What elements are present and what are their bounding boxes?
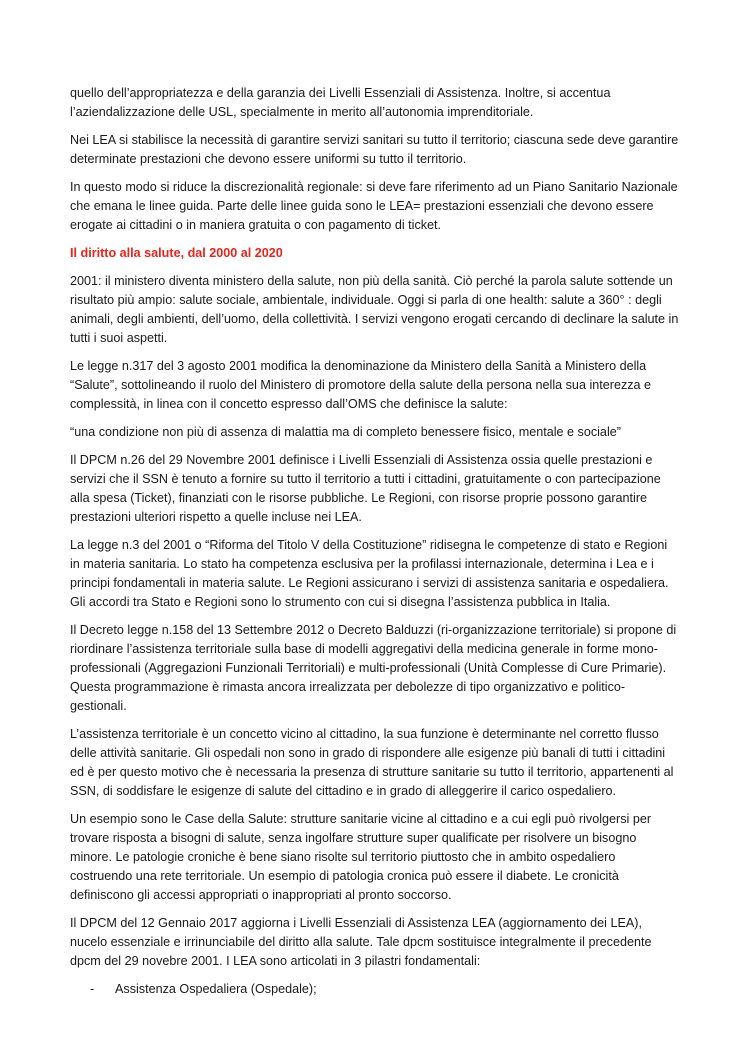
paragraph: La legge n.3 del 2001 o “Riforma del Titolo V della Costituzione” ridisegna le competenze di stato e Regioni in materia sanitaria. Lo stato ha competenza esclusiva per la profilassi internazionale, determina i Lea e i principi fondamentali in materia salute. Le Regioni assicurano i servizi di assistenza sanitaria e ospedaliera. Gli accordi tra Stato e Regioni sono lo strumento con cui si disegna l’assistenza pubblica in Italia.	[70, 538, 669, 609]
section-heading: Il diritto alla salute, dal 2000 al 2020	[70, 246, 283, 260]
paragraph: In questo modo si riduce la discrezionalità regionale: si deve fare riferimento ad un Piano Sanitario Nazionale che emana le linee guida. Parte delle linee guida sono le LEA= prestazioni essenziali che devono essere erogate ai cittadini o in maniera gratuita o con pagamento di ticket.	[70, 180, 678, 232]
paragraph: Un esempio sono le Case della Salute: strutture sanitarie vicine al cittadino e a cui egli può rivolgersi per trovare risposta a bisogni di salute, senza ingolfare strutture super qualificate per risolvere un bisogno minore. Le patologie croniche è bene siano risolte sul territorio piuttosto che in ambito ospedaliero costruendo una rete territoriale. Un esempio di patologia cronica può essere il diabete. Le cronicità definiscono gli accessi appropriati o inappropriati al pronto soccorso.	[70, 812, 652, 902]
paragraph: quello dell’appropriatezza e della garanzia dei Livelli Essenziali di Assistenza. Inoltre, si accentua l’aziendalizzazione delle USL, specialmente in merito all’autonomia imprenditoriale.	[70, 86, 611, 119]
paragraph: Il DPCM n.26 del 29 Novembre 2001 definisce i Livelli Essenziali di Assistenza ossia quelle prestazioni e servizi che il SSN è tenuto a fornire su tutto il territorio a tutti i cittadini, gratuitamente o con partecipazione alla spesa (Ticket), finanziati con le risorse pubbliche. Le Regioni, con risorse proprie possono garantire prestazioni ulteriori rispetto a quelle incluse nei LEA.	[70, 453, 661, 524]
paragraph: L’assistenza territoriale è un concetto vicino al cittadino, la sua funzione è determinante nel corretto flusso delle attività sanitarie. Gli ospedali non sono in grado di rispondere alle esigenze più banali di tutti i cittadini ed è per questo motivo che è necessaria la presenza di strutture sanitarie su tutto il territorio, appartenenti al SSN, di soddisfare le esigenze di salute del cittadino e in grado di alleggerire il carico ospedaliero.	[70, 727, 674, 798]
list-item-text: Assistenza Ospedaliera (Ospedale);	[115, 982, 317, 996]
quote-paragraph: “una condizione non più di assenza di malattia ma di completo benessere fisico, mentale e sociale”	[70, 425, 621, 439]
paragraph: Il DPCM del 12 Gennaio 2017 aggiorna i Livelli Essenziali di Assistenza LEA (aggiornamento dei LEA), nucelo essenziale e irrinunciabile del diritto alla salute. Tale dpcm sostituisce integralmente il precedente dpcm del 29 novebre 2001. I LEA sono articolati in 3 pilastri fondamentali:	[70, 916, 652, 968]
bullet-list	[70, 980, 680, 999]
paragraph: 2001: il ministero diventa ministero della salute, non più della sanità. Ciò perché la parola salute sottende un risultato più ampio: salute sociale, ambientale, individuale. Oggi si parla di one health: salute a 360° : degli animali, degli ambienti, dell’uomo, della collettività. I servizi vengono erogati cercando di declinare la salute in tutti i suoi aspetti.	[70, 274, 679, 345]
list-marker: -	[90, 982, 95, 996]
paragraph: Il Decreto legge n.158 del 13 Settembre 2012 o Decreto Balduzzi (ri-organizzazione territoriale) si propone di riordinare l’assistenza territoriale sulla base di modelli aggregativi della medicina generale in forme mono-professionali (Aggregazioni Funzionali Territoriali) e multi-professionali (Unità Complesse di Cure Primarie). Questa programmazione è rimasta ancora irrealizzata per debolezze di tipo organizzativo e politico-gestionali.	[70, 623, 677, 713]
paragraph: Le legge n.317 del 3 agosto 2001 modifica la denominazione da Ministero della Sanità a Ministero della “Salute”, sottolineando il ruolo del Ministero di promotore della salute della persona nella sua interezza e complessità, in linea con il concetto espresso dall’OMS che definisce la salute:	[70, 359, 652, 411]
document-body	[70, 84, 680, 999]
list-item	[70, 980, 680, 999]
paragraph: Nei LEA si stabilisce la necessità di garantire servizi sanitari su tutto il territorio; ciascuna sede deve garantire determinate prestazioni che devono essere uniformi su tutto il territorio.	[70, 133, 679, 166]
